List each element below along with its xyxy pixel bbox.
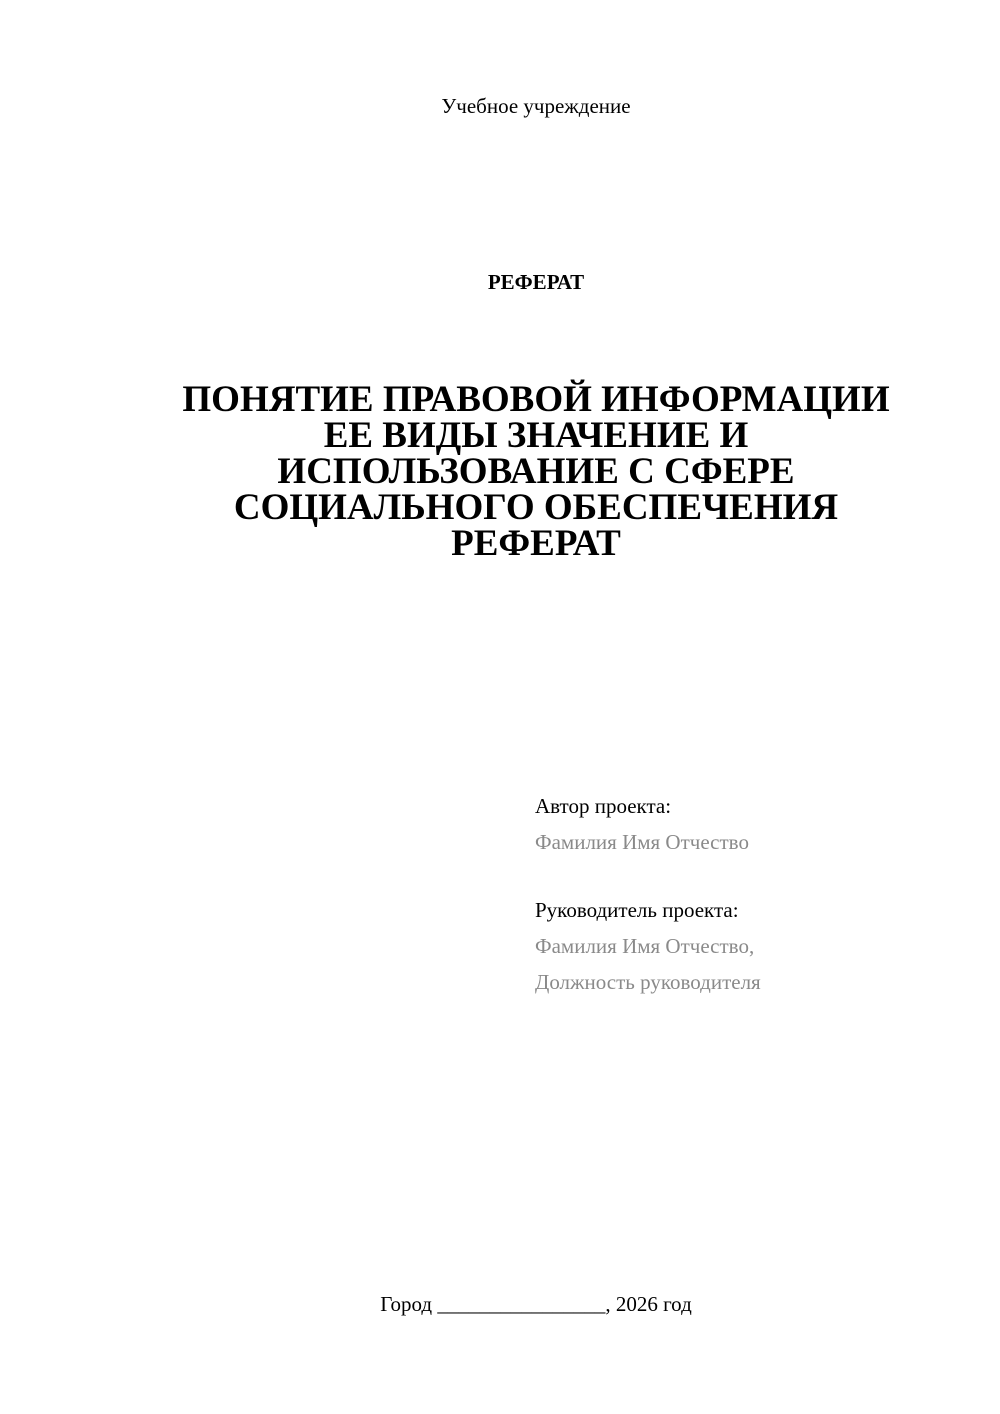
author-label: Автор проекта: bbox=[535, 794, 672, 818]
title-line: РЕФЕРАТ bbox=[451, 523, 621, 564]
title-line: ЕЕ ВИДЫ ЗНАЧЕНИЕ И bbox=[323, 415, 749, 456]
author-block bbox=[535, 788, 975, 860]
supervisor-label: Руководитель проекта: bbox=[535, 898, 739, 922]
document-title bbox=[120, 379, 952, 564]
supervisor-block bbox=[535, 892, 975, 1000]
supervisor-name: Фамилия Имя Отчество, bbox=[535, 934, 755, 958]
document-type: РЕФЕРАТ bbox=[487, 270, 585, 294]
supervisor-position: Должность руководителя bbox=[535, 970, 761, 994]
institution-name: Учебное учреждение bbox=[441, 94, 631, 118]
title-line: ИСПОЛЬЗОВАНИЕ С СФЕРЕ bbox=[277, 451, 795, 492]
title-line: ПОНЯТИЕ ПРАВОВОЙ ИНФОРМАЦИИ bbox=[182, 379, 890, 420]
city-year-line: Город ________________, 2026 год bbox=[380, 1292, 692, 1316]
author-name: Фамилия Имя Отчество bbox=[535, 830, 749, 854]
title-line: СОЦИАЛЬНОГО ОБЕСПЕЧЕНИЯ bbox=[233, 487, 839, 528]
credits-block bbox=[535, 788, 975, 1000]
